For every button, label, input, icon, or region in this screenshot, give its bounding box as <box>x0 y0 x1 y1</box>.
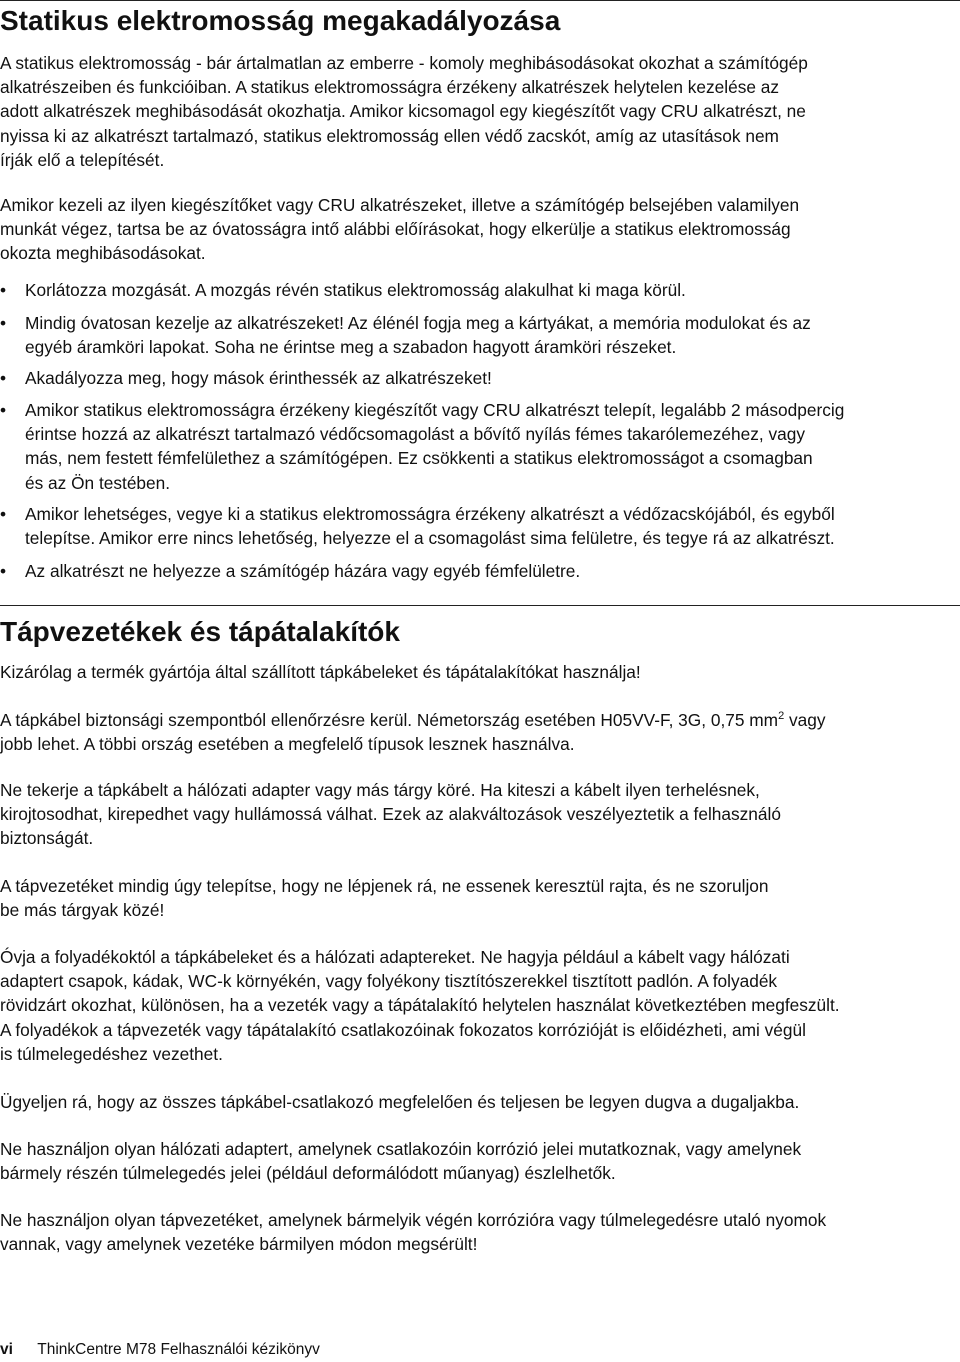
text-line: írják elő a telepítését. <box>0 149 165 170</box>
bullet-text <box>25 398 960 495</box>
text-line: vannak, vagy amelynek vezetéke bármilyen módon megsérült! <box>0 1234 478 1255</box>
text-line: rövidzárt okozhat, különösen, ha a vezeték vagy a tápátalakító helytelen használat következtében megfeszült. <box>0 995 840 1016</box>
text-line: Ne használjon olyan hálózati adaptert, amelynek csatlakozóin korrózió jelei mutatkoznak, vagy amelynek <box>0 1139 802 1159</box>
power-paragraph-2 <box>0 708 960 756</box>
power-paragraph-1 <box>0 660 960 684</box>
bullet-icon: • <box>0 400 7 420</box>
text-line: biztonságát. <box>0 828 94 849</box>
text-line: A statikus elektromosság - bár ártalmatlan az emberre - komoly meghibásodásokat okozhat a számítógép <box>0 53 808 73</box>
text-line: más, nem festett fémfelülethez a számítógépen. Ez csökkenti a statikus elektromosságot a csomagban <box>25 448 813 469</box>
power-paragraph-5 <box>0 945 960 1066</box>
text-line: Az alkatrészt ne helyezze a számítógép házára vagy egyéb fémfelületre. <box>25 561 581 581</box>
page-footer <box>0 1340 320 1360</box>
text-line: munkát végez, tartsa be az óvatosságra intő alábbi előírásokat, hogy elkerülje a statikus elektromosság <box>0 219 791 240</box>
book-title: ThinkCentre M78 Felhasználói kézikönyv <box>37 1341 320 1358</box>
text-line: kirojtosodhat, kirepedhet vagy hullámossá válhat. Ezek az alakváltozások veszélyeztetik a felhasználó <box>0 804 781 825</box>
bullet-icon: • <box>0 504 7 524</box>
text-line: Amikor lehetséges, vegye ki a statikus elektromosságra érzékeny alkatrészt a védőzacskójából, és egyből <box>25 504 835 524</box>
text-line: telepítse. Amikor erre nincs lehetőség, helyezze el a csomagolást sima felületre, és tegye rá az alkatrészt. <box>25 528 835 549</box>
text-line: adott alkatrészek meghibásodását okozhatja. Amikor kicsomagol egy kiegészítőt vagy CRU alkatrészt, ne <box>0 101 806 122</box>
section-title-static: Statikus elektromosság megakadályozása <box>0 5 561 36</box>
power-paragraph-7 <box>0 1137 960 1185</box>
text-line: Korlátozza mozgását. A mozgás révén statikus elektromosság alakulhat ki maga körül. <box>25 280 686 300</box>
text-line: Ne tekerje a tápkábelt a hálózati adapter vagy más tárgy köré. Ha kiteszi a kábelt ilyen terhelésnek, <box>0 780 760 800</box>
text-line: Akadályozza meg, hogy mások érinthessék az alkatrészeket! <box>25 368 492 388</box>
top-rule <box>0 0 960 1</box>
bullet-icon: • <box>0 280 7 300</box>
text-line: Amikor statikus elektromosságra érzékeny kiegészítőt vagy CRU alkatrészt telepít, legalább 2 másodpercig <box>25 400 845 420</box>
static-paragraph-2 <box>0 193 960 266</box>
text-line: érintse hozzá az alkatrészt tartalmazó védőcsomagolást a bővítő nyílás fémes takarólemezéhez, vagy <box>25 424 805 445</box>
bullet-text <box>25 278 960 302</box>
bullet-text <box>25 559 960 583</box>
text-line: be más tárgyak közé! <box>0 900 165 921</box>
text-line: Ne használjon olyan tápvezetéket, amelynek bármelyik végén korrózióra vagy túlmelegedésre utaló nyomok <box>0 1210 827 1230</box>
text-line: Óvja a folyadékoktól a tápkábeleket és a hálózati adaptereket. Ne hagyja például a kábelt vagy hálózati <box>0 947 790 967</box>
text-line: A folyadékok a tápvezeték vagy tápátalakító csatlakozóinak fokozatos korrózióját is előidézheti, ami végül <box>0 1019 806 1040</box>
text-line: okozta meghibásodásokat. <box>0 243 206 264</box>
text-line <box>0 708 960 732</box>
text-line: bármely részén túlmelegedés jelei (például deformálódott műanyag) észlelhetők. <box>0 1163 616 1184</box>
bullet-text <box>25 502 960 550</box>
bullet-icon: • <box>0 368 7 388</box>
text-line: egyéb áramköri lapokat. Soha ne érintse meg a szabadon hagyott áramköri részeket. <box>25 337 677 358</box>
text-segment: A tápkábel biztonsági szempontból ellenőrzésre kerül. Németország esetében H05VV-F, 3G, 0,75 mm <box>0 710 779 730</box>
bullet-text <box>25 311 960 359</box>
text-line: adaptert csapok, kádak, WC-k környékén, vagy folyékony tisztítószerekkel tisztított padlón. A folyadék <box>0 971 778 992</box>
text-line: A tápvezetéket mindig úgy telepítse, hogy ne lépjenek rá, ne essenek keresztül rajta, és ne szoruljon <box>0 876 769 896</box>
text-line: is túlmelegedéshez vezethet. <box>0 1043 223 1064</box>
page-number: vi <box>0 1341 13 1358</box>
text-line: alkatrészeiben és funkcióiban. A statikus elektromosságra érzékeny alkatrészek helytelen kezelése az <box>0 77 780 98</box>
static-paragraph-1 <box>0 51 960 172</box>
text-line: Amikor kezeli az ilyen kiegészítőket vagy CRU alkatrészeket, illetve a számítógép belsejében valamilyen <box>0 195 800 215</box>
text-line: és az Ön testében. <box>25 472 171 493</box>
text-line: Kizárólag a termék gyártója által szállított tápkábeleket és tápátalakítókat használja! <box>0 662 641 682</box>
section-title-power: Tápvezetékek és tápátalakítók <box>0 616 400 647</box>
power-paragraph-6 <box>0 1090 960 1114</box>
bullet-icon: • <box>0 313 7 333</box>
text-line: Ügyeljen rá, hogy az összes tápkábel-csatlakozó megfelelően és teljesen be legyen dugva a dugaljakba. <box>0 1092 800 1112</box>
bullet-text <box>25 366 960 390</box>
text-line: nyissa ki az alkatrészt tartalmazó, statikus elektromosság ellen védő zacskót, amíg az utasítások nem <box>0 125 779 146</box>
power-paragraph-8 <box>0 1208 960 1256</box>
section-rule <box>0 605 960 606</box>
text-line: Mindig óvatosan kezelje az alkatrészeket! Az élénél fogja meg a kártyákat, a memória modulokat és az <box>25 313 811 333</box>
power-paragraph-4 <box>0 874 960 922</box>
text-segment: vagy <box>784 710 826 730</box>
bullet-icon: • <box>0 561 7 581</box>
power-paragraph-3 <box>0 778 960 851</box>
text-line: jobb lehet. A többi ország esetében a megfelelő típusok lesznek használva. <box>0 734 575 755</box>
superscript: 2 <box>778 710 785 722</box>
